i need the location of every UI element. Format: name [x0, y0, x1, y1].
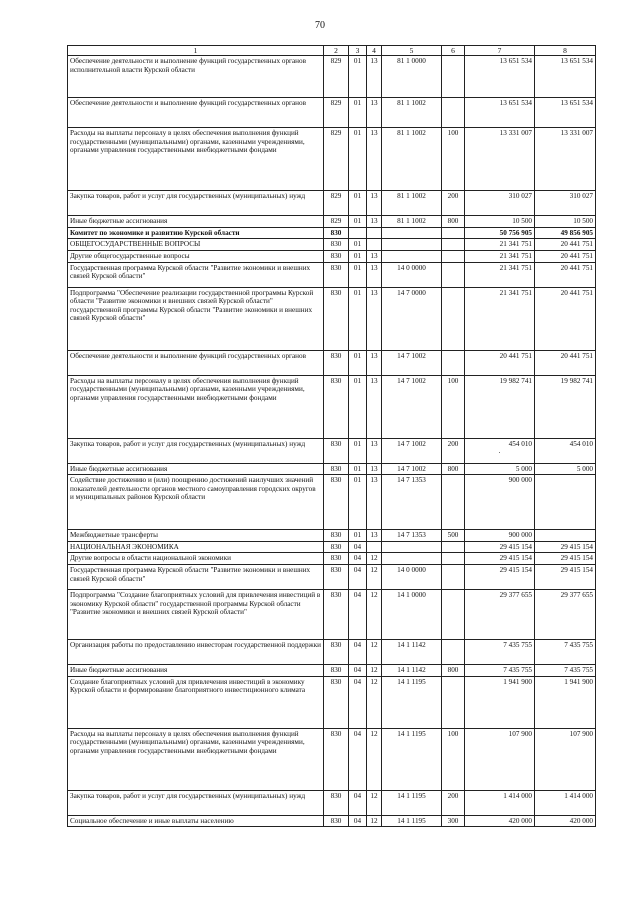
row-admin-code: 830	[324, 640, 349, 665]
table-row	[68, 676, 596, 728]
row-amount-year-1: 10 500	[465, 216, 535, 228]
row-amount-year-2: 13 651 534	[535, 56, 596, 98]
table-row	[68, 350, 596, 375]
row-name: Организация работы по предоставлению инвесторам государственной поддержки	[68, 640, 324, 665]
row-amount-year-2: 29 415 154	[535, 553, 596, 565]
header-col-4: 4	[367, 46, 382, 56]
row-subsection: 12	[367, 676, 382, 728]
row-expense-type: 200	[442, 438, 465, 463]
row-amount-year-1: 1 414 000	[465, 790, 535, 815]
row-target-article	[382, 541, 442, 553]
row-admin-code: 830	[324, 676, 349, 728]
row-amount-year-1: 29 415 154	[465, 553, 535, 565]
header-col-5: 5	[382, 46, 442, 56]
row-name: НАЦИОНАЛЬНАЯ ЭКОНОМИКА	[68, 541, 324, 553]
row-admin-code: 830	[324, 475, 349, 530]
row-admin-code: 829	[324, 191, 349, 216]
row-amount-year-1: 13 651 534	[465, 98, 535, 128]
row-name: Расходы на выплаты персоналу в целях обеспечения выполнения функций государственными (муниципальными) органами, казенными учреждениями, органами управления государственными внебюджетными фондами	[68, 728, 324, 790]
row-target-article: 81 1 1002	[382, 98, 442, 128]
row-subsection: 13	[367, 98, 382, 128]
table-row	[68, 438, 596, 463]
row-amount-year-1: 29 415 154	[465, 565, 535, 590]
row-target-article: 14 1 1195	[382, 676, 442, 728]
row-expense-type: 100	[442, 375, 465, 438]
row-amount-year-2: 20 441 751	[535, 250, 596, 262]
row-name: Обеспечение деятельности и выполнение функций государственных органов	[68, 350, 324, 375]
table-row	[68, 640, 596, 665]
row-expense-type: 100	[442, 128, 465, 191]
row-amount-year-2: 1 414 000	[535, 790, 596, 815]
row-subsection: 13	[367, 287, 382, 350]
row-name: Межбюджетные трансферты	[68, 530, 324, 542]
header-col-3: 3	[349, 46, 367, 56]
header-col-6: 6	[442, 46, 465, 56]
row-admin-code: 830	[324, 350, 349, 375]
row-subsection: 13	[367, 191, 382, 216]
row-target-article: 81 1 0000	[382, 56, 442, 98]
row-subsection: 12	[367, 728, 382, 790]
row-subsection: 13	[367, 350, 382, 375]
row-amount-year-1: 900 000	[465, 530, 535, 542]
row-section: 04	[349, 553, 367, 565]
row-subsection: 13	[367, 56, 382, 98]
row-expense-type	[442, 590, 465, 640]
table-row	[68, 553, 596, 565]
table-row	[68, 239, 596, 251]
row-amount-year-1: 29 377 655	[465, 590, 535, 640]
row-subsection: 13	[367, 463, 382, 475]
row-name: Социальное обеспечение и иные выплаты населению	[68, 815, 324, 827]
row-subsection: 12	[367, 815, 382, 827]
row-amount-year-1: 7 435 755	[465, 665, 535, 677]
row-admin-code: 830	[324, 463, 349, 475]
row-amount-year-1: 310 027	[465, 191, 535, 216]
row-admin-code: 830	[324, 590, 349, 640]
row-subsection	[367, 227, 382, 239]
row-amount-year-2: 13 651 534	[535, 98, 596, 128]
row-admin-code: 829	[324, 56, 349, 98]
row-section: 01	[349, 98, 367, 128]
row-amount-year-1: 21 341 751	[465, 287, 535, 350]
row-expense-type	[442, 287, 465, 350]
row-section: 01	[349, 350, 367, 375]
row-target-article: 81 1 1002	[382, 128, 442, 191]
row-target-article: 14 1 1142	[382, 665, 442, 677]
row-section	[349, 227, 367, 239]
row-expense-type: 100	[442, 728, 465, 790]
row-amount-year-1: 21 341 751	[465, 262, 535, 287]
row-admin-code: 830	[324, 530, 349, 542]
table-row	[68, 56, 596, 98]
row-amount-year-1: 19 982 741	[465, 375, 535, 438]
row-amount-year-1: 420 000	[465, 815, 535, 827]
row-section: 01	[349, 56, 367, 98]
row-expense-type	[442, 262, 465, 287]
row-section: 01	[349, 250, 367, 262]
table-row	[68, 227, 596, 239]
row-amount-year-2	[535, 475, 596, 530]
row-subsection: 12	[367, 565, 382, 590]
row-subsection: 13	[367, 262, 382, 287]
row-section: 01	[349, 216, 367, 228]
table-row	[68, 590, 596, 640]
row-name: Государственная программа Курской области "Развитие экономики и внешних связей Курской области"	[68, 262, 324, 287]
table-header	[68, 46, 596, 56]
table-row	[68, 98, 596, 128]
row-expense-type	[442, 98, 465, 128]
row-admin-code: 830	[324, 815, 349, 827]
row-amount-year-2: 49 856 905	[535, 227, 596, 239]
table-row	[68, 287, 596, 350]
row-name: Подпрограмма "Создание благоприятных условий для привлечения инвестиций в экономику Курской области" государственной программы Курской области "Развитие экономики и внешних связей Курской области"	[68, 590, 324, 640]
header-col-7: 7	[465, 46, 535, 56]
row-name: Иные бюджетные ассигнования	[68, 463, 324, 475]
row-amount-year-1: 900 000	[465, 475, 535, 530]
row-subsection: 13	[367, 475, 382, 530]
row-target-article: 14 0 0000	[382, 262, 442, 287]
row-target-article: 14 7 1002	[382, 375, 442, 438]
row-section: 04	[349, 541, 367, 553]
row-amount-year-2: 20 441 751	[535, 239, 596, 251]
row-name: Создание благоприятных условий для привлечения инвестиций в экономику Курской области и формирование благоприятного инвестиционного климата	[68, 676, 324, 728]
row-expense-type: 800	[442, 463, 465, 475]
row-section: 01	[349, 262, 367, 287]
row-amount-year-1: 13 331 007	[465, 128, 535, 191]
row-name: Расходы на выплаты персоналу в целях обеспечения выполнения функций государственными (муниципальными) органами, казенными учреждениями, органами управления государственными внебюджетными фондами	[68, 375, 324, 438]
table-row	[68, 463, 596, 475]
row-admin-code: 829	[324, 216, 349, 228]
row-amount-year-1: 107 900	[465, 728, 535, 790]
row-amount-year-2: 29 377 655	[535, 590, 596, 640]
row-name: Другие вопросы в области национальной экономики	[68, 553, 324, 565]
row-name: Государственная программа Курской области "Развитие экономики и внешних связей Курской области"	[68, 565, 324, 590]
row-expense-type	[442, 239, 465, 251]
table-row	[68, 728, 596, 790]
row-admin-code: 830	[324, 438, 349, 463]
row-amount-year-2: 7 435 755	[535, 640, 596, 665]
row-admin-code: 830	[324, 553, 349, 565]
row-expense-type	[442, 676, 465, 728]
row-amount-year-2: 107 900	[535, 728, 596, 790]
row-expense-type	[442, 227, 465, 239]
row-expense-type	[442, 250, 465, 262]
budget-table	[67, 45, 596, 827]
row-name: Другие общегосударственные вопросы	[68, 250, 324, 262]
row-expense-type	[442, 640, 465, 665]
row-section: 01	[349, 191, 367, 216]
row-target-article: 14 1 0000	[382, 590, 442, 640]
row-name: Содействие достижению и (или) поощрению достижений наилучших значений показателей деятельности органов местного самоуправления городских округов и муниципальных районов Курской области	[68, 475, 324, 530]
row-section: 04	[349, 565, 367, 590]
row-admin-code: 830	[324, 541, 349, 553]
row-amount-year-2: 29 415 154	[535, 565, 596, 590]
row-admin-code: 830	[324, 565, 349, 590]
row-section: 01	[349, 375, 367, 438]
row-section: 04	[349, 728, 367, 790]
row-section: 04	[349, 676, 367, 728]
row-section: 01	[349, 128, 367, 191]
table-row	[68, 191, 596, 216]
row-amount-year-1	[465, 438, 535, 463]
row-amount-year-2: 29 415 154	[535, 541, 596, 553]
header-col-8: 8	[535, 46, 596, 56]
page-number: 70	[315, 20, 325, 31]
row-target-article: 14 1 1142	[382, 640, 442, 665]
row-subsection: 13	[367, 438, 382, 463]
row-name: Подпрограмма "Обеспечение реализации государственной программы Курской области "Развитие экономики и внешних связей Курской области" государственной программы Курской области "Развитие экономики и внешних связей Курской области"	[68, 287, 324, 350]
row-subsection	[367, 541, 382, 553]
row-target-article: 81 1 1002	[382, 191, 442, 216]
row-target-article: 14 1 1195	[382, 790, 442, 815]
row-name: Иные бюджетные ассигнования	[68, 665, 324, 677]
row-name: Закупка товаров, работ и услуг для государственных (муниципальных) нужд	[68, 191, 324, 216]
row-target-article: 14 7 1353	[382, 475, 442, 530]
row-expense-type	[442, 565, 465, 590]
row-amount-year-1: 13 651 534	[465, 56, 535, 98]
row-amount-year-1: 21 341 751	[465, 250, 535, 262]
row-amount-year-1: 29 415 154	[465, 541, 535, 553]
row-target-article: 14 7 0000	[382, 287, 442, 350]
row-admin-code: 829	[324, 98, 349, 128]
row-amount-year-2: 20 441 751	[535, 262, 596, 287]
table-row	[68, 565, 596, 590]
row-subsection: 13	[367, 216, 382, 228]
row-section: 04	[349, 665, 367, 677]
row-amount-year-1: 7 435 755	[465, 640, 535, 665]
table-row	[68, 375, 596, 438]
row-admin-code: 830	[324, 227, 349, 239]
header-col-1: 1	[68, 46, 324, 56]
row-admin-code: 830	[324, 790, 349, 815]
row-amount-year-2: 10 500	[535, 216, 596, 228]
row-expense-type: 300	[442, 815, 465, 827]
row-expense-type	[442, 475, 465, 530]
table-body	[68, 56, 596, 827]
row-target-article: 14 7 1002	[382, 438, 442, 463]
row-target-article: 14 7 1353	[382, 530, 442, 542]
row-admin-code: 829	[324, 128, 349, 191]
table-row	[68, 475, 596, 530]
row-subsection: 13	[367, 530, 382, 542]
row-amount-year-2: 13 331 007	[535, 128, 596, 191]
table-row	[68, 665, 596, 677]
row-section: 01	[349, 463, 367, 475]
row-name: Комитет по экономике и развитию Курской области	[68, 227, 324, 239]
row-name: Закупка товаров, работ и услуг для государственных (муниципальных) нужд	[68, 790, 324, 815]
row-section: 01	[349, 287, 367, 350]
row-admin-code: 830	[324, 728, 349, 790]
table-row	[68, 530, 596, 542]
row-expense-type: 500	[442, 530, 465, 542]
row-section: 04	[349, 790, 367, 815]
row-admin-code: 830	[324, 250, 349, 262]
header-col-2: 2	[324, 46, 349, 56]
row-target-article: 14 7 1002	[382, 463, 442, 475]
row-name: Расходы на выплаты персоналу в целях обеспечения выполнения функций государственными (муниципальными) органами, казенными учреждениями, органами управления государственными внебюджетными фондами	[68, 128, 324, 191]
table-row	[68, 216, 596, 228]
table-row	[68, 790, 596, 815]
row-amount-year-1: 21 341 751	[465, 239, 535, 251]
row-expense-type: 800	[442, 665, 465, 677]
table-row	[68, 262, 596, 287]
row-subsection: 12	[367, 790, 382, 815]
row-target-article: 14 1 1195	[382, 728, 442, 790]
row-section: 04	[349, 815, 367, 827]
row-amount-year-2: 20 441 751	[535, 287, 596, 350]
header-row	[68, 46, 596, 56]
row-subsection: 12	[367, 665, 382, 677]
row-expense-type	[442, 350, 465, 375]
table-row	[68, 250, 596, 262]
row-amount-mark: .	[498, 447, 501, 456]
row-target-article	[382, 553, 442, 565]
row-expense-type	[442, 56, 465, 98]
row-amount-year-1: 20 441 751	[465, 350, 535, 375]
row-expense-type	[442, 541, 465, 553]
row-target-article	[382, 239, 442, 251]
row-section: 01	[349, 438, 367, 463]
row-name: ОБЩЕГОСУДАРСТВЕННЫЕ ВОПРОСЫ	[68, 239, 324, 251]
row-subsection: 12	[367, 553, 382, 565]
row-amount-year-1: 50 756 905	[465, 227, 535, 239]
row-amount-year-2: 310 027	[535, 191, 596, 216]
row-amount-year-2: 20 441 751	[535, 350, 596, 375]
row-target-article: 14 1 1195	[382, 815, 442, 827]
row-amount-value: 454 010	[508, 439, 532, 448]
row-amount-year-2: 7 435 755	[535, 665, 596, 677]
row-target-article: 81 1 1002	[382, 216, 442, 228]
row-expense-type: 200	[442, 191, 465, 216]
row-section: 01	[349, 530, 367, 542]
row-name: Закупка товаров, работ и услуг для государственных (муниципальных) нужд	[68, 438, 324, 463]
row-subsection: 13	[367, 375, 382, 438]
row-expense-type: 800	[442, 216, 465, 228]
row-name: Иные бюджетные ассигнования	[68, 216, 324, 228]
row-target-article: 14 0 0000	[382, 565, 442, 590]
row-section: 04	[349, 640, 367, 665]
row-amount-year-1: 5 000	[465, 463, 535, 475]
row-section: 01	[349, 475, 367, 530]
row-section: 04	[349, 590, 367, 640]
row-expense-type	[442, 553, 465, 565]
row-subsection: 13	[367, 128, 382, 191]
row-name: Обеспечение деятельности и выполнение функций государственных органов исполнительной власти Курской области	[68, 56, 324, 98]
row-subsection	[367, 239, 382, 251]
row-target-article	[382, 250, 442, 262]
table-row	[68, 541, 596, 553]
row-section: 01	[349, 239, 367, 251]
row-amount-year-2: 420 000	[535, 815, 596, 827]
row-expense-type: 200	[442, 790, 465, 815]
row-subsection: 12	[367, 590, 382, 640]
row-amount-year-2: 5 000	[535, 463, 596, 475]
row-admin-code: 830	[324, 375, 349, 438]
row-admin-code: 830	[324, 239, 349, 251]
row-admin-code: 830	[324, 262, 349, 287]
table-row	[68, 815, 596, 827]
row-amount-year-2: 19 982 741	[535, 375, 596, 438]
row-target-article	[382, 227, 442, 239]
row-amount-year-2: 1 941 900	[535, 676, 596, 728]
row-admin-code: 830	[324, 665, 349, 677]
row-amount-year-2	[535, 530, 596, 542]
row-target-article: 14 7 1002	[382, 350, 442, 375]
row-amount-year-1: 1 941 900	[465, 676, 535, 728]
table-row	[68, 128, 596, 191]
row-amount-year-2: 454 010	[535, 438, 596, 463]
row-admin-code: 830	[324, 287, 349, 350]
row-subsection: 12	[367, 640, 382, 665]
row-name: Обеспечение деятельности и выполнение функций государственных органов	[68, 98, 324, 128]
row-subsection: 13	[367, 250, 382, 262]
